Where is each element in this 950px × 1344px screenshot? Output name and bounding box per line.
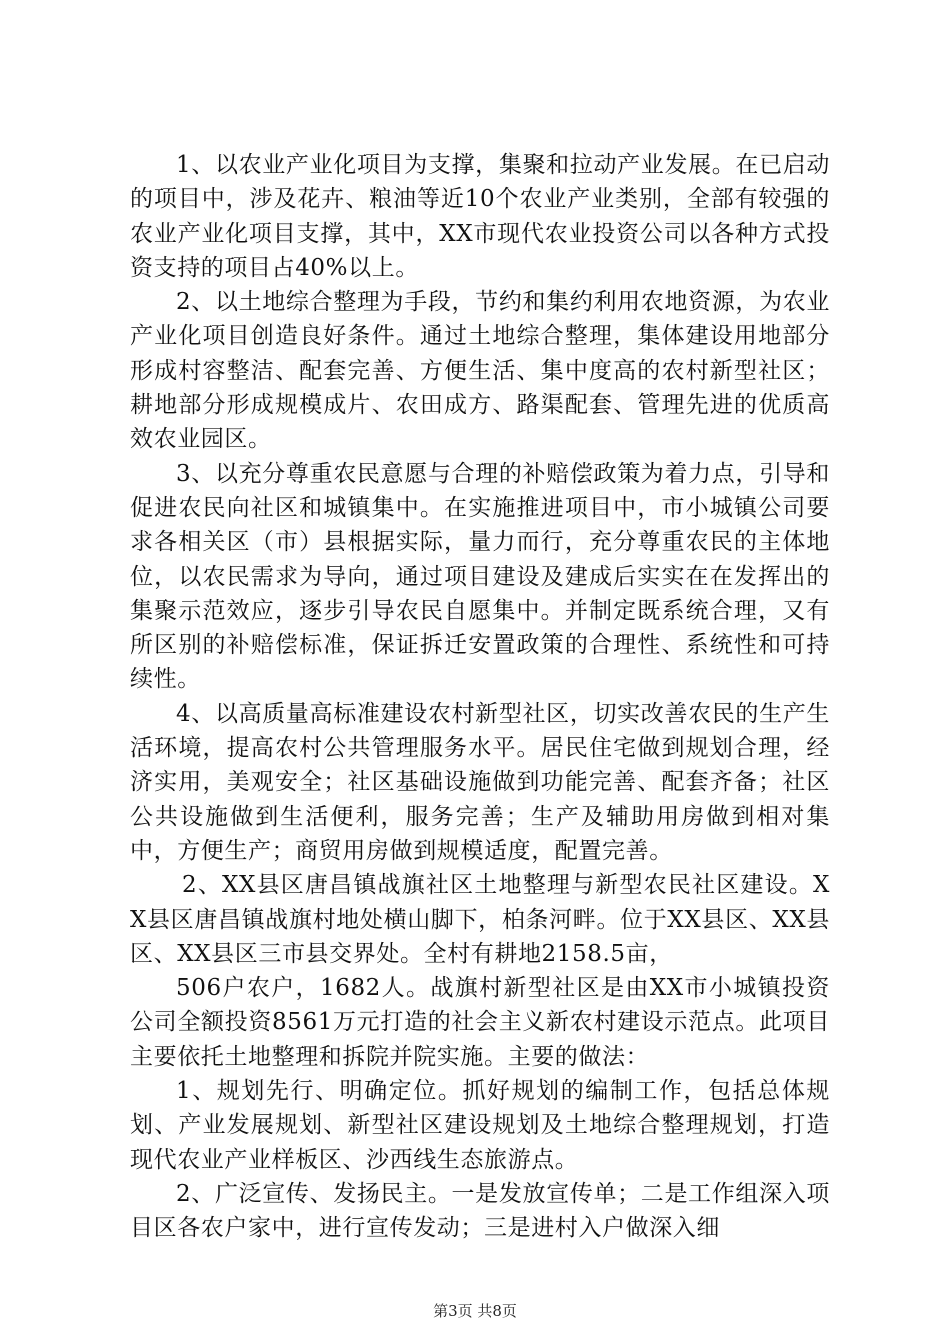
- paragraph-4: 4、以高质量高标准建设农村新型社区，切实改善农民的生产生活环境，提高农村公共管理服务水平。居民住宅做到规划合理，经济实用，美观安全；社区基础设施做到功能完善、配套齐备；社区公共设施做到生活便利，服务完善；生产及辅助用房做到相对集中，方便生产；商贸用房做到规模适度，配置完善。: [130, 700, 830, 864]
- paragraph-6: 506户农户，1682人。战旗村新型社区是由XX市小城镇投资公司全额投资8561万元打造的社会主义新农村建设示范点。此项目主要依托土地整理和拆院并院实施。主要的做法：: [130, 975, 830, 1070]
- paragraph-8: 2、广泛宣传、发扬民主。一是发放宣传单；二是工作组深入项目区各农户家中，进行宣传发动；三是进村入户做深入细: [130, 1180, 830, 1242]
- paragraph-1: 1、以农业产业化项目为支撑，集聚和拉动产业发展。在已启动的项目中，涉及花卉、粮油等近10个农业产业类别，全部有较强的农业产业化项目支撑，其中，XX市现代农业投资公司以各种方式投资支持的项目占40%以上。: [130, 152, 830, 281]
- paragraph-7: 1、规划先行、明确定位。抓好规划的编制工作，包括总体规划、产业发展规划、新型社区建设规划及土地综合整理规划，打造现代农业产业样板区、沙西线生态旅游点。: [130, 1078, 830, 1173]
- page-number-footer: 第3页 共8页: [433, 1302, 517, 1320]
- paragraph-2: 2、以土地综合整理为手段，节约和集约利用农地资源，为农业产业化项目创造良好条件。通过土地综合整理，集体建设用地部分形成村容整洁、配套完善、方便生活、集中度高的农村新型社区；耕地部分形成规模成片、农田成方、路渠配套、管理先进的优质高效农业园区。: [130, 289, 830, 453]
- document-body: [130, 148, 830, 1246]
- paragraph-3: 3、以充分尊重农民意愿与合理的补赔偿政策为着力点，引导和促进农民向社区和城镇集中。在实施推进项目中，市小城镇公司要求各相关区（市）县根据实际，量力而行，充分尊重农民的主体地位，以农民需求为导向，通过项目建设及建成后实实在在发挥出的集聚示范效应，逐步引导农民自愿集中。并制定既系统合理，又有所区别的补赔偿标准，保证拆迁安置政策的合理性、系统性和可持续性。: [130, 460, 830, 693]
- paragraph-5: 2、XX县区唐昌镇战旗社区土地整理与新型农民社区建设。XX县区唐昌镇战旗村地处横山脚下，柏条河畔。位于XX县区、XX县区、XX县区三市县交界处。全村有耕地2158.5亩，: [130, 872, 830, 967]
